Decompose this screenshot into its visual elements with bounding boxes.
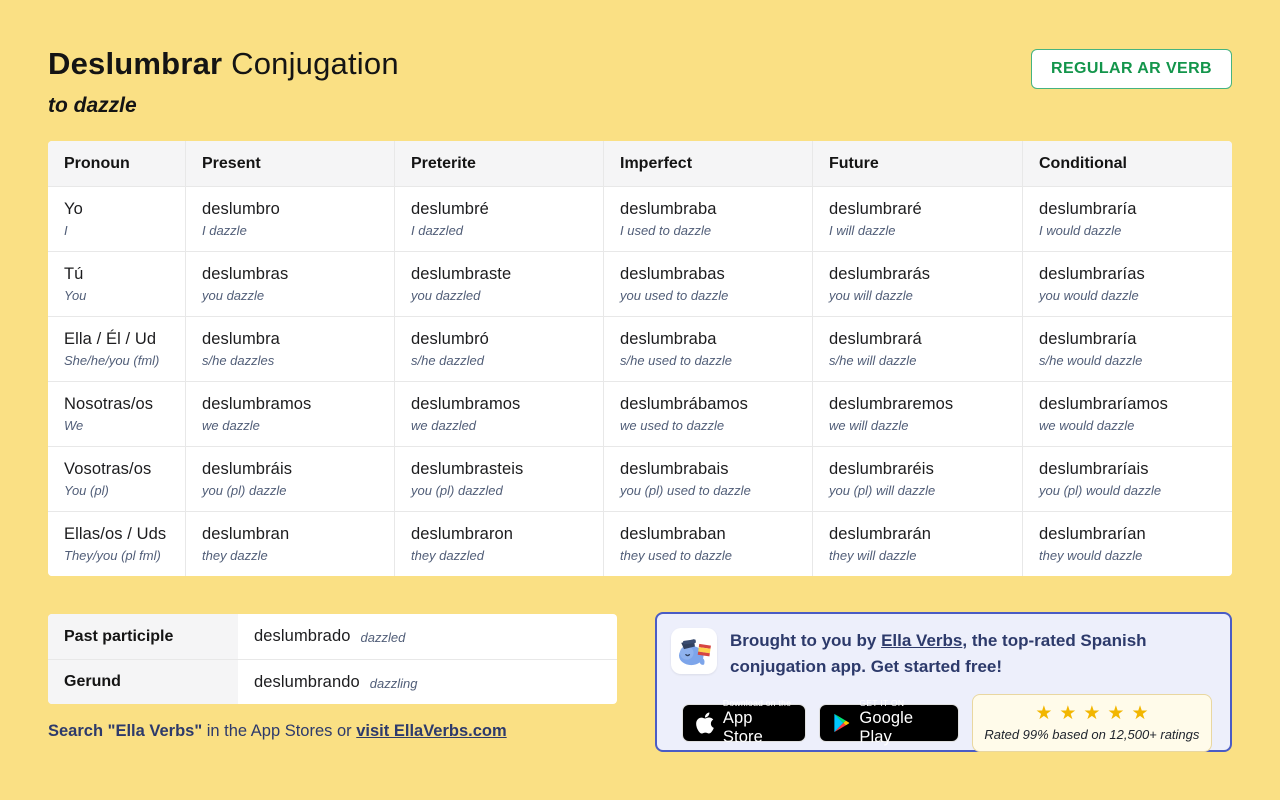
verb-gloss: I used to dazzle	[620, 222, 712, 238]
verb-gloss: we used to dazzle	[620, 417, 725, 433]
verb-gloss: they will dazzle	[829, 547, 917, 563]
page-title	[48, 46, 399, 82]
visit-ellaverbs-link[interactable]: visit EllaVerbs.com	[356, 722, 507, 740]
five-stars-icon: ★★★★★	[1035, 702, 1156, 724]
table-row-vosotras	[48, 446, 1232, 511]
verb-form: deslumbró	[411, 329, 489, 348]
verb-gloss: s/he will dazzle	[829, 352, 917, 368]
column-header-preterite: Preterite	[394, 141, 603, 186]
verb-form: deslumbrarán	[829, 524, 932, 543]
verb-form: deslumbras	[202, 264, 289, 283]
verb-gloss: I will dazzle	[829, 222, 896, 238]
participle-gerund-table	[48, 614, 617, 704]
verb-gloss: s/he dazzles	[202, 352, 275, 368]
verb-form: deslumbramos	[202, 394, 312, 413]
ella-verbs-promo-box	[655, 612, 1232, 752]
column-header-conditional: Conditional	[1022, 141, 1232, 186]
app-store-badge-line1: Download on the	[722, 697, 792, 708]
verb-form: deslumbraron	[411, 524, 514, 543]
verb-form: deslumbran	[202, 524, 290, 543]
verb-form: deslumbraba	[620, 199, 717, 218]
verb-gloss: you (pl) dazzle	[202, 482, 287, 498]
verb-gloss: you used to dazzle	[620, 287, 729, 303]
verb-gloss: you (pl) dazzled	[411, 482, 503, 498]
pronoun: Tú	[64, 264, 84, 283]
google-play-badge-line1: GET IT ON	[859, 697, 905, 708]
table-row-ellas-uds	[48, 511, 1232, 576]
pronoun-translation: I	[64, 222, 68, 238]
table-header-row	[48, 141, 1232, 186]
pronoun: Nosotras/os	[64, 394, 154, 413]
pronoun-translation: She/he/you (fml)	[64, 352, 160, 368]
verb-form: deslumbraréis	[829, 459, 934, 478]
verb-form: deslumbrarían	[1039, 524, 1146, 543]
column-header-pronoun: Pronoun	[48, 141, 185, 186]
promo-message-pre: Brought to you by	[730, 631, 882, 650]
table-row-nosotras	[48, 381, 1232, 446]
pronoun-translation: They/you (pl fml)	[64, 547, 161, 563]
pronoun: Ella / Él / Ud	[64, 329, 157, 348]
table-row-tu	[48, 251, 1232, 316]
footer-middle: in the App Stores or	[202, 722, 357, 740]
verb-form: deslumbré	[411, 199, 489, 218]
verb-form: deslumbraste	[411, 264, 512, 283]
pronoun: Ellas/os / Uds	[64, 524, 167, 543]
gerund-gloss: dazzling	[369, 675, 418, 691]
table-row-ella-el-ud	[48, 316, 1232, 381]
verb-form: deslumbrábamos	[620, 394, 748, 413]
verb-form: deslumbrabas	[620, 264, 725, 283]
pronoun: Yo	[64, 199, 83, 218]
pronoun-translation: You (pl)	[64, 482, 109, 498]
table-row-yo	[48, 186, 1232, 251]
verb-gloss: they would dazzle	[1039, 547, 1143, 563]
verb-form: deslumbráis	[202, 459, 293, 478]
google-play-icon	[832, 712, 851, 734]
verb-form: deslumbraría	[1039, 329, 1137, 348]
promo-message	[730, 628, 1212, 681]
verb-translation-subtitle: to dazzle	[48, 94, 137, 117]
verb-form: deslumbraríamos	[1039, 394, 1168, 413]
verb-gloss: they used to dazzle	[620, 547, 733, 563]
promo-message-post: , the top-rated Spanish conjugation app. Get started free!	[730, 631, 1147, 677]
past-participle-row	[48, 614, 617, 659]
footer-search-bold: Search "Ella Verbs"	[48, 722, 203, 740]
gerund-row	[48, 659, 617, 704]
verb-form: deslumbraría	[1039, 199, 1137, 218]
app-store-badge-line2: App Store	[722, 708, 763, 746]
verb-form: deslumbramos	[411, 394, 521, 413]
footer-search-hint	[48, 722, 507, 741]
gerund-label: Gerund	[48, 660, 238, 704]
ella-verbs-app-icon	[671, 628, 717, 674]
rating-box	[972, 694, 1212, 752]
verb-form: deslumbrará	[829, 329, 922, 348]
verb-form: deslumbra	[202, 329, 280, 348]
verb-gloss: we dazzled	[411, 417, 477, 433]
verb-gloss: you (pl) used to dazzle	[620, 482, 751, 498]
verb-gloss: they dazzled	[411, 547, 484, 563]
verb-form: deslumbrarás	[829, 264, 931, 283]
column-header-imperfect: Imperfect	[603, 141, 812, 186]
verb-gloss: I dazzled	[411, 222, 464, 238]
gerund-form: deslumbrando	[254, 672, 360, 691]
verb-gloss: s/he would dazzle	[1039, 352, 1143, 368]
verb-gloss: they dazzle	[202, 547, 268, 563]
apple-icon	[695, 711, 715, 735]
verb-form: deslumbraban	[620, 524, 726, 543]
rating-text: Rated 99% based on 12,500+ ratings	[984, 726, 1200, 742]
google-play-badge-line2: Google Play	[859, 708, 914, 746]
verb-form: deslumbrabais	[620, 459, 729, 478]
verb-form: deslumbrarías	[1039, 264, 1145, 283]
verb-form: deslumbro	[202, 199, 280, 218]
verb-gloss: we will dazzle	[829, 417, 909, 433]
app-store-badge[interactable]	[682, 697, 806, 746]
elephant-logo-icon	[674, 631, 714, 671]
verb-gloss: you will dazzle	[829, 287, 913, 303]
verb-form: deslumbraba	[620, 329, 717, 348]
ella-verbs-link[interactable]: Ella Verbs	[881, 631, 963, 650]
verb-gloss: I would dazzle	[1039, 222, 1122, 238]
past-participle-form: deslumbrado	[254, 627, 351, 645]
verb-form: deslumbraríais	[1039, 459, 1149, 478]
pronoun: Vosotras/os	[64, 459, 152, 478]
regular-ar-verb-badge[interactable]: REGULAR AR VERB	[1031, 49, 1232, 89]
title-suffix: Conjugation	[222, 46, 399, 81]
column-header-future: Future	[812, 141, 1022, 186]
verb-gloss: s/he used to dazzle	[620, 352, 733, 368]
column-header-present: Present	[185, 141, 394, 186]
verb-form: deslumbraremos	[829, 394, 954, 413]
conjugation-table	[48, 141, 1232, 576]
verb-form: deslumbraré	[829, 199, 922, 218]
verb-name: Deslumbrar	[48, 46, 223, 81]
pronoun-translation: We	[64, 417, 84, 433]
past-participle-label: Past participle	[48, 614, 238, 659]
verb-gloss: you would dazzle	[1039, 287, 1139, 303]
verb-gloss: I dazzle	[202, 222, 247, 238]
verb-form: deslumbrasteis	[411, 459, 524, 478]
pronoun-translation: You	[64, 287, 87, 303]
google-play-badge[interactable]	[819, 697, 958, 746]
verb-gloss: we dazzle	[202, 417, 260, 433]
past-participle-gloss: dazzled	[360, 630, 406, 645]
verb-gloss: you dazzle	[202, 287, 265, 303]
page-header	[48, 46, 399, 118]
verb-gloss: you (pl) will dazzle	[829, 482, 936, 498]
verb-gloss: you (pl) would dazzle	[1039, 482, 1162, 498]
verb-gloss: s/he dazzled	[411, 352, 484, 368]
verb-gloss: we would dazzle	[1039, 417, 1135, 433]
verb-gloss: you dazzled	[411, 287, 481, 303]
